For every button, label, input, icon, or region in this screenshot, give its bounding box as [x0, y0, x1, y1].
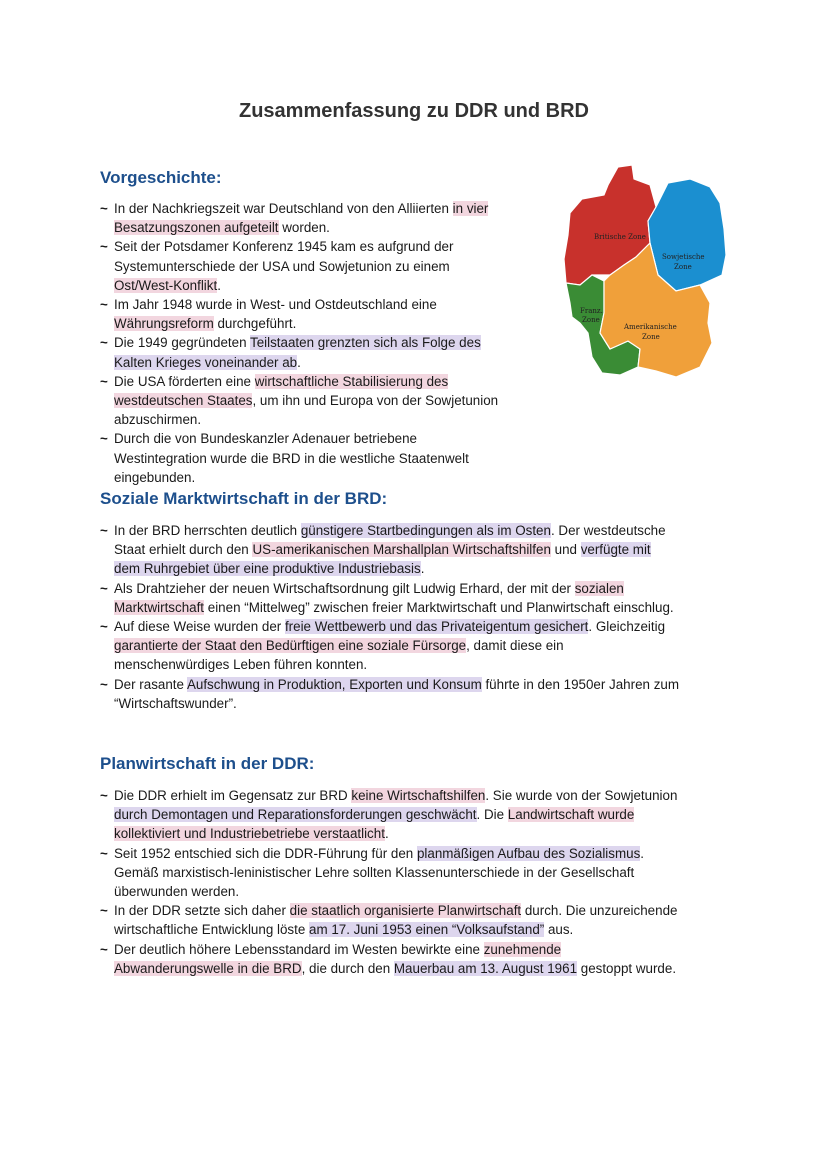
highlighted-text: Mauerbau am 13. August 1961 — [393, 960, 578, 976]
text-segment: Seit der Potsdamer Konferenz 1945 kam es aufgrund der Systemunterschiede der USA und Sowjetunion zu einem — [114, 239, 454, 274]
bullet-item — [100, 786, 680, 844]
bullet-item — [100, 617, 680, 675]
highlighted-text: zunehmende Abwanderungswelle in die BRD — [114, 941, 562, 976]
text-segment: In der Nachkriegszeit war Deutschland von den Alliierten — [114, 201, 453, 216]
text-segment: , damit diese ein menschenwürdiges Leben führen konnten. — [114, 638, 564, 673]
text-segment: In der DDR setzte sich daher — [114, 903, 290, 919]
text-segment: Die DDR erhielt im Gegensatz zur BRD — [114, 788, 352, 803]
highlighted-text: sozialen Marktwirtschaft — [114, 580, 624, 615]
highlighted-text: die staatlich organisierte Planwirtschaft — [289, 903, 522, 919]
svg-text:Franz.: Franz. — [580, 307, 603, 315]
highlighted-text: Landwirtschaft wurde kollektiviert und Industriebetriebe verstaatlicht — [114, 807, 635, 842]
bullet-item — [100, 237, 510, 295]
occupation-zones-map — [560, 163, 735, 385]
text-segment: gestoppt wurde. — [577, 960, 677, 976]
section-heading-vorgeschichte: Vorgeschichte: — [100, 168, 222, 187]
text-segment: . Die — [476, 807, 508, 823]
bullet-item — [100, 295, 510, 333]
text-segment: einen “Mittelweg” zwischen freier Marktwirtschaft und Planwirtschaft einschlug. — [204, 599, 674, 615]
section-list-planwirtschaft — [100, 786, 680, 978]
text-segment: Der deutlich höhere Lebensstandard im Westen bewirkte eine — [114, 941, 484, 957]
highlighted-text: Aufschwung in Produktion, Exporten und Konsum — [186, 676, 482, 692]
highlighted-text: garantierte der Staat den Bedürftigen eine soziale Fürsorge — [114, 638, 467, 654]
bullet-item — [100, 940, 680, 978]
text-segment: aus. — [544, 922, 574, 938]
page-title: Zusammenfassung zu DDR und BRD — [238, 100, 590, 122]
highlighted-text: freie Wettbewerb und das Privateigentum gesichert — [284, 619, 589, 635]
svg-text:Amerikanische: Amerikanische — [624, 323, 677, 331]
text-segment: . Der westdeutsche Staat erhielt durch den — [114, 523, 666, 558]
text-segment: worden. — [278, 220, 330, 236]
text-segment: führte in den 1950er Jahren zum “Wirtschaftswunder”. — [114, 676, 679, 711]
text-segment: . Sie wurde von der Sowjetunion — [485, 788, 678, 803]
svg-text:Zone: Zone — [582, 316, 600, 324]
text-segment: . Gleichzeitig — [588, 619, 666, 635]
text-segment: , die durch den — [301, 960, 394, 976]
svg-text:Zone: Zone — [674, 263, 692, 271]
text-segment: . Gemäß marxistisch-leninistischer Lehre sollten Klassenunterschiede in der Gesellschaft überwunden werden. — [114, 845, 644, 900]
svg-text:Zone: Zone — [642, 333, 660, 341]
section-list-vorgeschichte — [100, 199, 510, 487]
bullet-item — [100, 675, 680, 713]
highlighted-text: in vier Besatzungszonen aufgeteilt — [114, 201, 489, 236]
highlighted-text: Währungsreform — [114, 316, 214, 332]
text-segment: Als Drahtzieher der neuen Wirtschaftsordnung gilt Ludwig Erhard, der mit der — [114, 580, 575, 596]
text-segment: Die 1949 gegründeten — [114, 335, 251, 351]
text-segment: Auf diese Weise wurden der — [114, 619, 285, 635]
highlighted-text: durch Demontagen und Reparationsforderungen geschwächt — [114, 807, 477, 823]
soviet-zone-shape — [648, 179, 726, 291]
section-list-soziale-marktwirtschaft — [100, 521, 680, 713]
text-segment: Der rasante — [114, 676, 187, 692]
highlighted-text: verfügte mit dem Ruhrgebiet über eine produktive Industriebasis — [114, 542, 651, 577]
text-segment: Im Jahr 1948 wurde in West- und Ostdeutschland eine — [114, 297, 437, 313]
text-segment: Durch die von Bundeskanzler Adenauer betriebene Westintegration wurde die BRD in die westliche Staatenwelt eingebunden. — [114, 431, 469, 485]
highlighted-text: Teilstaaten grenzten sich als Folge des Kalten Krieges voneinander ab — [114, 335, 481, 370]
text-segment: . — [217, 277, 221, 293]
highlighted-text: wirtschaftliche Stabilisierung des westdeutschen Staates — [114, 373, 449, 409]
bullet-item — [100, 333, 510, 371]
svg-text:Britische Zone: Britische Zone — [594, 233, 646, 241]
section-heading-soziale-marktwirtschaft: Soziale Marktwirtschaft in der BRD: — [100, 489, 388, 508]
text-segment: und — [550, 542, 581, 558]
bullet-item — [100, 579, 680, 617]
highlighted-text: keine Wirtschaftshilfen — [351, 788, 486, 803]
bullet-item — [100, 521, 680, 579]
bullet-item — [100, 372, 510, 430]
bullet-item — [100, 199, 510, 237]
text-segment: . — [420, 561, 425, 577]
text-segment: durchgeführt. — [213, 316, 297, 332]
svg-text:Sowjetische: Sowjetische — [662, 253, 705, 261]
text-segment: In der BRD herrschten deutlich — [114, 523, 301, 538]
text-segment: durch. Die unzureichende wirtschaftliche Entwicklung löste — [114, 903, 678, 938]
bullet-item — [100, 901, 680, 939]
section-heading-planwirtschaft: Planwirtschaft in der DDR: — [100, 754, 315, 773]
text-segment: Die USA förderten eine — [114, 373, 255, 389]
text-segment: , um ihn und Europa von der Sowjetunion abzuschirmen. — [114, 393, 499, 428]
highlighted-text: US-amerikanischen Marshallplan Wirtschaftshilfen — [252, 542, 551, 558]
highlighted-text: planmäßigen Aufbau des Sozialismus — [416, 845, 641, 861]
highlighted-text: am 17. Juni 1953 einen “Volksaufstand” — [309, 922, 545, 938]
text-segment: . — [384, 826, 389, 842]
bullet-item — [100, 844, 680, 902]
bullet-item — [100, 429, 510, 487]
text-segment: Seit 1952 entschied sich die DDR-Führung für den — [114, 845, 417, 861]
highlighted-text: Ost/West-Konflikt — [114, 277, 218, 293]
highlighted-text: günstigere Startbedingungen als im Osten — [300, 523, 551, 538]
text-segment: . — [297, 354, 301, 370]
